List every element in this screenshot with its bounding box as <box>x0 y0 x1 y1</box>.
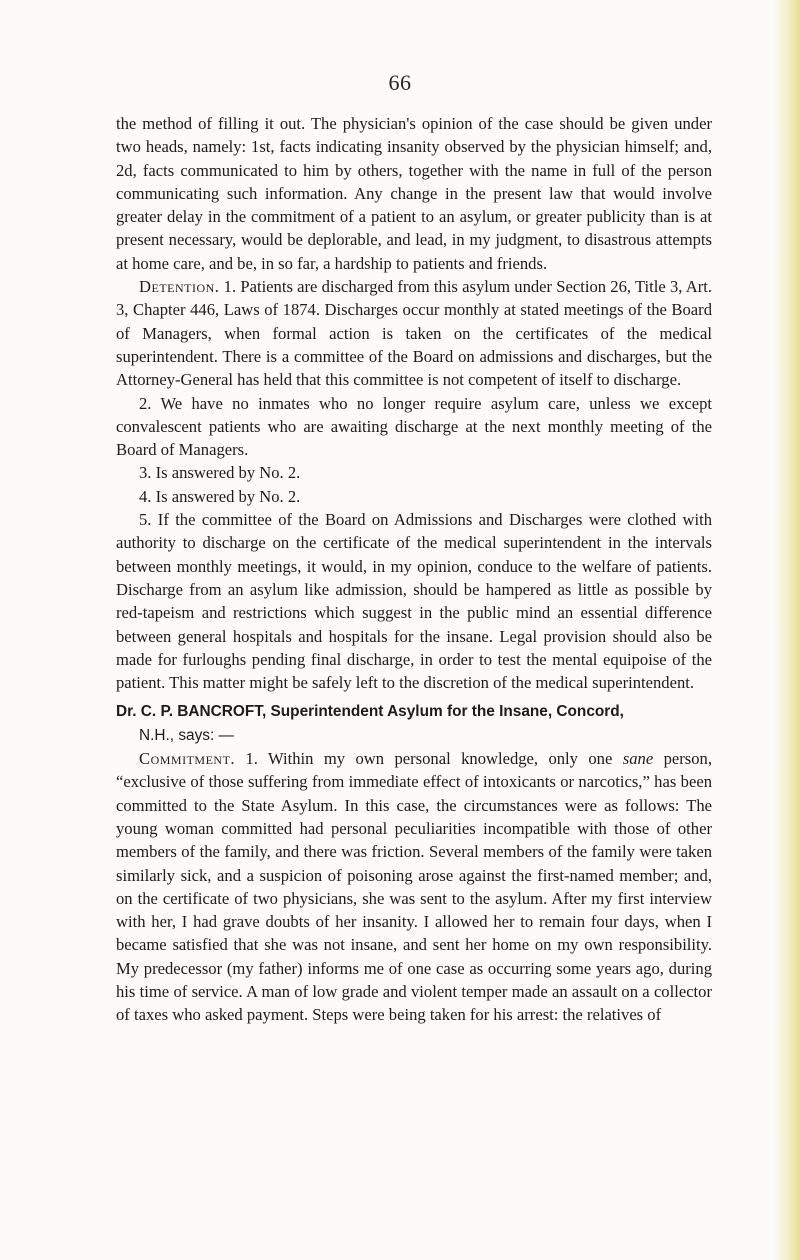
paragraph-commitment <box>116 747 712 1027</box>
paragraph: the method of filling it out. The physician's opinion of the case should be given under two heads, namely: 1st, facts indicating insanity observed by the physician himself; and, 2d, facts communicated to him by others, together with the name in full of the person communicating such information. Any change in the present law that would involve greater delay in the commitment of a patient to an asylum, or greater publicity than is at present necessary, would be deplorable, and lead, in my judgment, to disastrous attempts at home care, and be, in so far, a hardship to patients and friends. <box>116 114 712 273</box>
page-edge-discoloration <box>774 0 800 1260</box>
paragraph: 5. If the committee of the Board on Admissions and Discharges were clothed with authority to discharge on the certificate of the medical superintendent in the intervals between monthly meetings, it would, in my opinion, conduce to the welfare of patients. Discharge from an asylum like admission, should be hampered as little as possible by red-tapeism and restrictions which suggest in the public mind an essential difference between general hospitals and hospitals for the insane. Legal provision should also be made for furloughs pending final discharge, in order to test the mental equipoise of the patient. This matter might be safely left to the discretion of the medical superintendent. <box>116 510 712 693</box>
paragraph-text: 1. Patients are discharged from this asylum under Section 26, Title 3, Art. 3, Chapter 446, Laws of 1874. Discharges occur monthly at stated meetings of the Board of Managers, when formal action is taken on the certificates of the medical superintendent. There is a committee of the Board on admissions and discharges, but the Attorney-General has held that this committee is not competent of itself to discharge. <box>116 277 712 390</box>
respondent-location: N.H., says: — <box>139 726 234 744</box>
paragraph-detention <box>116 275 712 391</box>
respondent-name: Dr. C. P. BANCROFT, Superintendent Asylum for the Insane, Concord, <box>116 703 624 721</box>
page-number: 66 <box>388 70 412 95</box>
paragraph: 3. Is answered by No. 2. <box>139 463 301 483</box>
paragraph: 2. We have no inmates who no longer require asylum care, unless we except convalescent patients who are awaiting discharge at the next monthly meeting of the Board of Managers. <box>116 393 712 460</box>
paragraph: 4. Is answered by No. 2. <box>139 486 301 506</box>
section-heading-detention: Detention. <box>139 277 220 297</box>
respondent-heading <box>116 700 712 747</box>
paragraph-text: 1. Within my own personal knowledge, only one <box>235 749 623 769</box>
body-text <box>116 112 712 1027</box>
italic-word: sane <box>622 749 654 769</box>
paragraph-text: person, “exclusive of those suffering from immediate effect of intoxicants or narcotics,” has been committed to the State Asylum. In this case, the circumstances were as follows: The young woman committed had personal peculiarities incompatible with those of other members of the family, and there was friction. Several members of the family were taken similarly sick, and a suspicion of poisoning arose against the first-named member; and, on the certificate of two physicians, she was sent to the asylum. After my first interview with her, I had grave doubts of her insanity. I allowed her to remain four days, when I became satisfied that she was not insane, and sent her home on my own responsibility. My predecessor (my father) informs me of one case as occurring some years ago, during his time of service. A man of low grade and violent temper made an assault on a collector of taxes who asked payment. Steps were being taken for his arrest: the relatives of <box>116 749 712 1025</box>
section-heading-commitment: Commitment. <box>139 749 236 769</box>
